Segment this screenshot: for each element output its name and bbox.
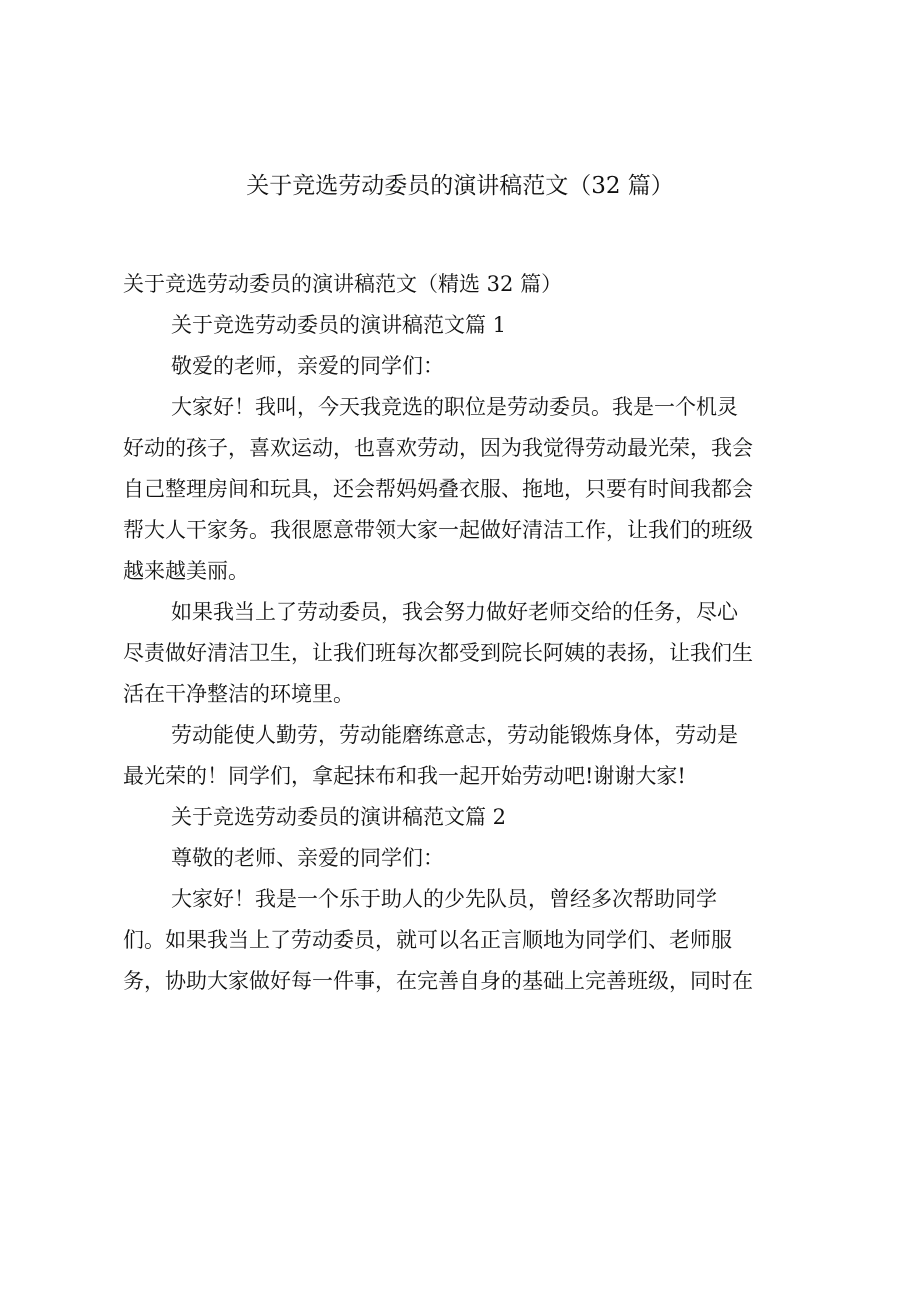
paragraph-line: 好动的孩子，喜欢运动，也喜欢劳动，因为我觉得劳动最光荣，我会: [123, 436, 753, 460]
paragraph-line: 如果我当上了劳动委员，我会努力做好老师交给的任务，尽心: [171, 600, 738, 624]
paragraph-line: 越来越美丽。: [123, 559, 249, 583]
document-body: [123, 264, 823, 1002]
paragraph-line: 尽责做好清洁卫生，让我们班每次都受到院长阿姨的表扬，让我们生: [123, 641, 753, 665]
salutation-1: 敬爱的老师，亲爱的同学们：: [171, 354, 444, 378]
paragraph-line: 帮大人干家务。我很愿意带领大家一起做好清洁工作，让我们的班级: [123, 518, 753, 542]
salutation-2: 尊敬的老师、亲爱的同学们：: [171, 846, 444, 870]
paragraph-line: 们。如果我当上了劳动委员，就可以名正言顺地为同学们、老师服: [123, 928, 732, 952]
section-heading-1: 关于竞选劳动委员的演讲稿范文篇 1: [171, 313, 507, 337]
paragraph-line: 大家好！我叫，今天我竞选的职位是劳动委员。我是一个机灵: [171, 395, 738, 419]
paragraph-line: 大家好！我是一个乐于助人的少先队员，曾经多次帮助同学: [171, 887, 717, 911]
paragraph-line: 最光荣的！同学们，拿起抹布和我一起开始劳动吧!谢谢大家!: [123, 764, 686, 788]
document-title: 关于竞选劳动委员的演讲稿范文（32 篇）: [246, 173, 674, 199]
paragraph-line: 活在干净整洁的环境里。: [123, 682, 354, 706]
section-heading-2: 关于竞选劳动委员的演讲稿范文篇 2: [171, 805, 507, 829]
paragraph-line: 劳动能使人勤劳，劳动能磨练意志，劳动能锻炼身体，劳动是: [171, 723, 738, 747]
paragraph-line: 务，协助大家做好每一件事，在完善自身的基础上完善班级，同时在: [123, 969, 753, 993]
subtitle-line: 关于竞选劳动委员的演讲稿范文（精选 32 篇）: [123, 272, 563, 296]
paragraph-line: 自己整理房间和玩具，还会帮妈妈叠衣服、拖地，只要有时间我都会: [123, 477, 753, 501]
